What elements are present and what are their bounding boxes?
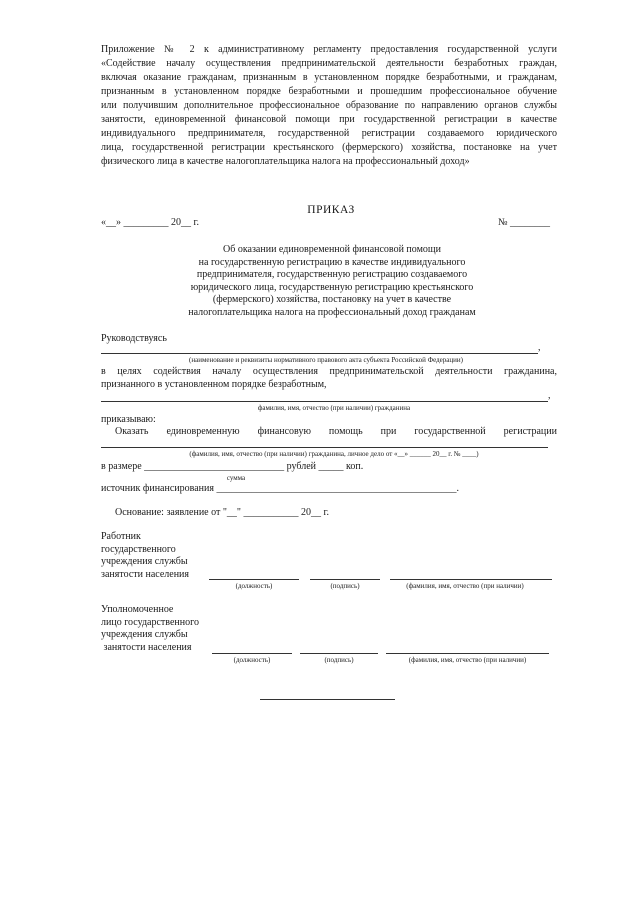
signature-fill-line	[300, 653, 378, 654]
basis-line: Основание: заявление от "__" ___________ 20__ г.	[115, 507, 329, 518]
position-fill-line	[209, 579, 299, 580]
subject-line: предпринимателя, государственную регистрацию создаваемого	[196, 269, 468, 281]
caption-sum: сумма	[226, 474, 246, 482]
role-line: государственного	[101, 543, 176, 555]
annex-line: «Содействие началу осуществления предпринимательской деятельности безработных граждан,	[101, 58, 557, 69]
subject-line: налогоплательщика налога на профессиональный доход гражданам	[188, 307, 476, 318]
purpose-line: признанного в установленном порядке безработным,	[101, 379, 327, 390]
comma: ,	[548, 390, 551, 401]
caption-name: (фамилия, имя, отчество (при наличии)	[406, 582, 524, 590]
citizen-fill-line	[101, 401, 548, 402]
caption-act: (наименование и реквизиты нормативного правового акта субъекта Российской Федерации)	[189, 356, 463, 364]
annex-line: включая оказание гражданам, признанным в установленном порядке безработными, и гражданам,	[101, 72, 557, 83]
guided-by-label: Руководствуясь	[101, 333, 167, 344]
role-line: занятости населения	[101, 641, 192, 653]
amount-line: в размере ____________________________ рублей _____ коп.	[101, 461, 364, 472]
caption-position: (должность)	[235, 582, 273, 590]
caption-signature: (подпись)	[324, 656, 354, 664]
citizen-name-fill-line	[101, 447, 548, 448]
position-fill-line	[212, 653, 292, 654]
provide-line: Оказать единовременную финансовую помощь при государственной регистрации	[115, 426, 557, 437]
subject-line: Об оказании единовременной финансовой помощи	[223, 244, 441, 255]
caption-name: (фамилия, имя, отчество (при наличии)	[408, 656, 527, 664]
funding-source-line: источник финансирования ________________________________________________.	[101, 483, 459, 494]
role-line: учреждения службы	[101, 629, 188, 640]
annex-line: или получившим дополнительное профессиональное образование по направлению органов службы	[101, 100, 557, 111]
caption-position: (должность)	[233, 656, 271, 664]
subject-line: (фермерского) хозяйства, постановку на учет в качестве	[212, 294, 452, 306]
role-line: Уполномоченное	[101, 604, 174, 615]
annex-line: занятости, единовременной финансовой помощи при государственной регистрации в качестве	[101, 114, 557, 125]
subject-line: на государственную регистрацию в качестве индивидуального	[198, 256, 466, 268]
annex-line: индивидуального предпринимателя, государственной регистрации создаваемого юридического	[101, 128, 557, 139]
role-line: учреждения службы	[101, 556, 188, 567]
closing-rule	[260, 699, 395, 700]
annex-line: признанным в установленном порядке безработными и прошедшим профессиональное обучение	[101, 86, 557, 97]
act-fill-line	[101, 353, 538, 354]
signature-fill-line	[310, 579, 380, 580]
comma: ,	[538, 342, 541, 353]
order-word: приказываю:	[101, 414, 156, 425]
purpose-line: в целях содействия началу осуществления предпринимательской деятельности гражданина,	[101, 366, 557, 377]
caption-fio: фамилия, имя, отчество (при наличии) гражданина	[257, 404, 411, 412]
caption-signature: (подпись)	[330, 582, 360, 590]
role-line: занятости населения	[101, 568, 190, 580]
order-date: «__» _________ 20__ г.	[101, 217, 199, 228]
annex-line: физического лица в качестве налогоплательщика налога на профессиональный доход»	[101, 156, 470, 167]
role-line: Работник	[101, 531, 141, 542]
annex-line: лица, государственной регистрации крестьянского (фермерского) хозяйства, постановке на учет	[101, 142, 557, 153]
name-fill-line	[390, 579, 552, 580]
annex-line: Приложение № 2 к административному регламенту предоставления государственной услуги	[101, 44, 557, 55]
order-title: ПРИКАЗ	[307, 204, 355, 216]
name-fill-line	[386, 653, 549, 654]
subject-line: юридического лица, государственную регистрацию крестьянского	[190, 281, 474, 293]
caption-citizen: (фамилия, имя, отчество (при наличии) гражданина, личное дело от «__» ______ 20__ г. № ____)	[189, 450, 479, 458]
order-number: № ________	[498, 217, 551, 228]
role-line: лицо государственного	[101, 616, 199, 628]
